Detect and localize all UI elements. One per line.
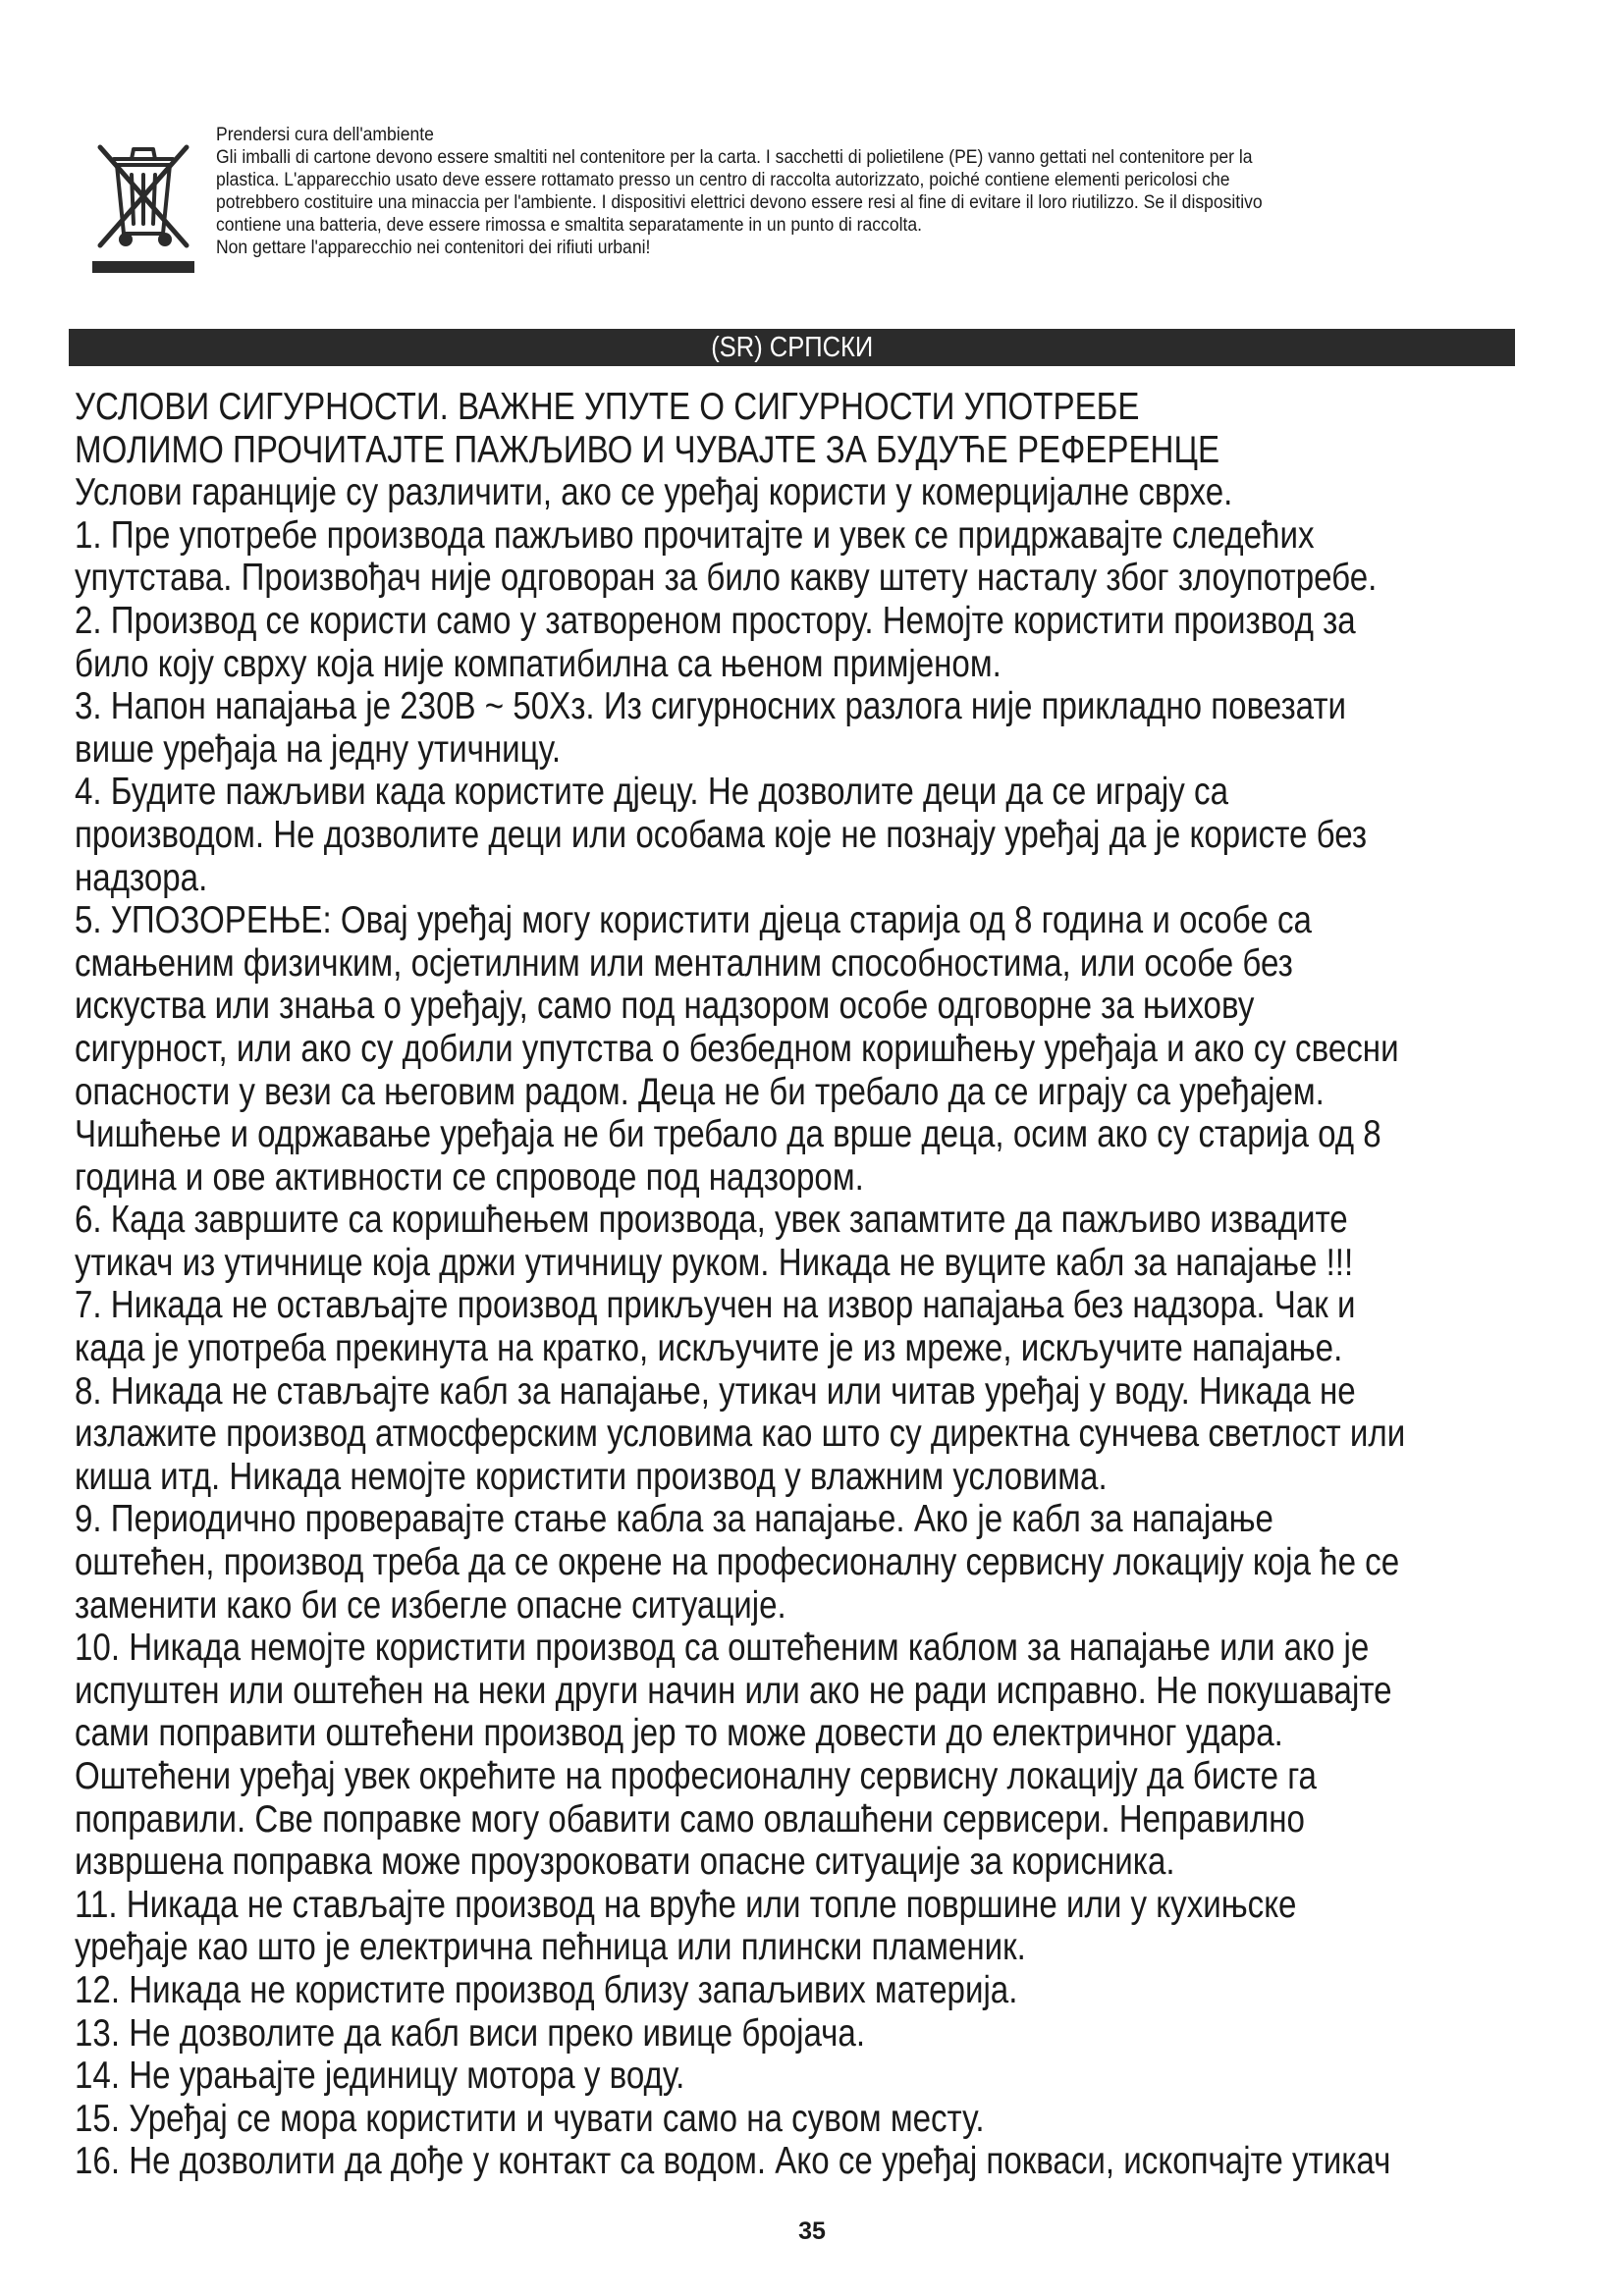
text-line: Чишћење и одржавање уређаја не би требало да врше деца, осим ако су старија од 8: [75, 1113, 1381, 1156]
text-line: заменити како би се избегле опасне ситуације.: [75, 1583, 786, 1627]
text-line: испуштен или оштећен на неки други начин или ако не ради исправно. Не покушавајте: [75, 1669, 1392, 1712]
text-line: 12. Никада не користите производ близу запаљивих материја.: [75, 1968, 1018, 2011]
text-line: 9. Периодично проверавајте стање кабла за напајање. Ако је кабл за напајање: [75, 1498, 1273, 1541]
text-line: излажите производ атмосферским условима као што су директна сунчева светлост или: [75, 1413, 1406, 1456]
text-line: 14. Не урањајте јединицу мотора у воду.: [75, 2055, 685, 2098]
text-line: било коју сврху која није компатибилна са њеном примјеном.: [75, 642, 1001, 685]
text-line: више уређаја на једну утичницу.: [75, 727, 562, 771]
text-line: упутстава. Произвођач није одговоран за било какву штету насталу због злоупотребе.: [75, 557, 1378, 600]
text-line: уређаје као што је електрична пећница или плински пламеник.: [75, 1926, 1026, 1969]
environment-line: Non gettare l'apparecchio nei contenitori dei rifiuti urbani!: [216, 237, 651, 258]
text-line: киша итд. Никада немојте користити производ у влажним условима.: [75, 1455, 1108, 1498]
section-header-label: (SR) СРПСКИ: [711, 332, 873, 363]
text-line: 7. Никада не остављајте производ прикључен на извор напајања без надзора. Чак и: [75, 1284, 1356, 1327]
crossed-out-wheelie-bin-icon: [90, 135, 196, 275]
text-line: 16. Не дозволити да дође у контакт са водом. Ако се уређај покваси, ископчајте утикач: [75, 2140, 1391, 2183]
environment-notice: [216, 124, 1400, 259]
text-line: 5. УПОЗОРЕЊЕ: Овај уређај могу користити дјеца старија од 8 година и особе са: [75, 899, 1312, 942]
safety-title: УСЛОВИ СИГУРНОСТИ. ВАЖНЕ УПУТЕ О СИГУРНОСТИ УПОТРЕБЕ: [75, 386, 1140, 428]
section-header: [69, 329, 1515, 366]
text-line: 15. Уређај се мора користити и чувати само на сувом месту.: [75, 2097, 985, 2140]
text-line: утикач из утичнице која држи утичницу руком. Никада не вуците кабл за напајање !!!: [75, 1241, 1354, 1284]
text-line: оштећен, производ треба да се окрене на професионалну сервисну локацију која ће се: [75, 1541, 1400, 1584]
text-line: 1. Пре употребе производа пажљиво прочитајте и увек се придржавајте следећих: [75, 513, 1315, 557]
text-line: сигурност, или ако су добили упутства о безбедном коришћењу уређаја и ако су свесни: [75, 1027, 1399, 1070]
environment-line: Gli imballi di cartone devono essere smaltiti nel contenitore per la carta. I sacchetti di polietilene (PE) vanno gettati nel contenitore per la: [216, 146, 1253, 168]
text-line: 11. Никада не стављајте производ на вруће или топле површине или у кухињске: [75, 1883, 1297, 1926]
text-line: опасности у вези са његовим радом. Деца не би требало да се играју са уређајем.: [75, 1070, 1325, 1113]
text-line: искуства или знања о уређају, само под надзором особе одговорне за њихову: [75, 985, 1255, 1028]
environment-line: contiene una batteria, deve essere rimossa e smaltita separatamente in un punto di raccolta.: [216, 214, 922, 236]
text-line: година и ове активности се спроводе под надзором.: [75, 1155, 864, 1199]
text-line: поправили. Све поправке могу обавити само овлашћени сервисери. Неправилно: [75, 1797, 1305, 1841]
environment-heading: Prendersi cura dell'ambiente: [216, 124, 434, 145]
text-line: смањеним физичким, осјетилним или менталним способностима, или особе без: [75, 941, 1293, 985]
text-line: 13. Не дозволите да кабл виси преко ивице бројача.: [75, 2011, 866, 2055]
text-line: Оштећени уређај увек окрећите на професионалну сервисну локацију да бисте га: [75, 1755, 1317, 1797]
environment-line: potrebbero costituire una minaccia per l'ambiente. I dispositivi elettrici devono essere resi al fine di evitare il loro riutilizzo. Se il dispositivo: [216, 191, 1263, 213]
text-line: 3. Напон напајања је 230В ~ 50Хз. Из сигурносних разлога није прикладно повезати: [75, 685, 1347, 728]
text-line: Услови гаранције су различити, ако се уређај користи у комерцијалне сврхе.: [75, 471, 1233, 514]
text-line: производом. Не дозволите деци или особама које не познају уређај да је користе без: [75, 813, 1368, 856]
page-number: 35: [798, 2217, 826, 2245]
text-line: 2. Производ се користи само у затвореном простору. Немојте користити производ за: [75, 599, 1356, 642]
environment-line: plastica. L'apparecchio usato deve essere rottamato presso un centro di raccolta autorizzato, poiché contiene elementi pericolosi che: [216, 169, 1230, 190]
text-line: извршена поправка може проузроковати опасне ситуације за корисника.: [75, 1841, 1175, 1884]
text-line: 10. Никада немојте користити производ са оштећеним каблом за напајање или ако је: [75, 1627, 1370, 1670]
safety-instructions: [75, 386, 1406, 2183]
text-line: 4. Будите пажљиви када користите дјецу. Не дозволите деци да се играју са: [75, 771, 1228, 814]
text-line: 6. Када завршите са коришћењем производа, увек запамтите да пажљиво извадите: [75, 1199, 1348, 1242]
text-line: 8. Никада не стављајте кабл за напајање, утикач или читав уређај у воду. Никада не: [75, 1369, 1356, 1413]
safety-subtitle: МОЛИМО ПРОЧИТАЈТЕ ПАЖЉИВО И ЧУВАЈТЕ ЗА БУДУЋЕ РЕФЕРЕНЦЕ: [75, 428, 1220, 471]
text-line: надзора.: [75, 856, 208, 899]
text-line: сами поправити оштећени производ јер то може довести до електричног удара.: [75, 1712, 1283, 1755]
text-line: када је употреба прекинута на кратко, искључите је из мреже, искључите напајање.: [75, 1327, 1343, 1370]
